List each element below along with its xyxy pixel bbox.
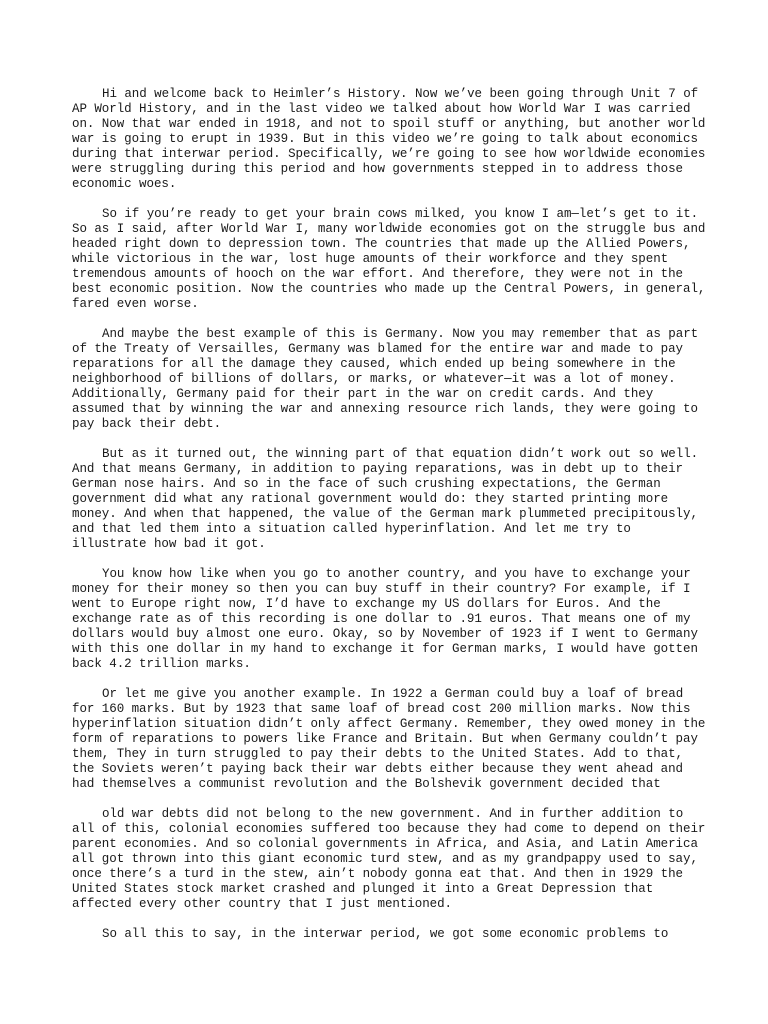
paragraph: So if you’re ready to get your brain cows milked, you know I am—let’s get to it. So as I said, after World War I, many worldwide economies got on the struggle bus and headed right down to depression town. The countries that made up the Allied Powers, while victorious in the war, lost huge amounts of their workforce and they spent tremendous amounts of hooch on the war effort. And therefore, they were not in the best economic position. Now the countries who made up the Central Powers, in general, fared even worse.	[72, 207, 713, 311]
paragraph: So all this to say, in the interwar period, we got some economic problems to	[102, 927, 669, 941]
paragraph: And maybe the best example of this is Germany. Now you may remember that as part of the Treaty of Versailles, Germany was blamed for the entire war and made to pay reparations for all the damage they caused, which ended up being somewhere in the neighborhood of billions of dollars, or marks, or whatever—it was a lot of money. Additionally, Germany paid for their part in the war on credit cards. And they assumed that by winning the war and annexing resource rich lands, they were going to pay back their debt.	[72, 327, 706, 431]
paragraph: Or let me give you another example. In 1922 a German could buy a loaf of bread for 160 marks. But by 1923 that same loaf of bread cost 200 million marks. Now this hyperinflation situation didn’t only affect Germany. Remember, they owed money in the form of reparations to powers like France and Britain. But when Germany couldn’t pay them, They in turn struggled to pay their debts to the United States. Add to that, the Soviets weren’t paying back their war debts either because they went ahead and had themselves a communist revolution and the Bolshevik government decided that	[72, 687, 713, 791]
paragraph: But as it turned out, the winning part of that equation didn’t work out so well. And that means Germany, in addition to paying reparations, was in debt up to their German nose hairs. And so in the face of such crushing expectations, the German government did what any rational government would do: they started printing more money. And when that happened, the value of the German mark plummeted precipitously, and that led them into a situation called hyperinflation. And let me try to illustrate how bad it got.	[72, 447, 706, 551]
paragraph: Hi and welcome back to Heimler’s History. Now we’ve been going through Unit 7 of AP World History, and in the last video we talked about how World War I was carried on. Now that war ended in 1918, and not to spoil stuff or anything, but another world war is going to erupt in 1939. But in this video we’re going to talk about economics during that interwar period. Specifically, we’re going to see how worldwide economies were struggling during this period and how governments stepped in to address those economic woes.	[72, 87, 713, 191]
document-body	[72, 87, 712, 957]
paragraph: old war debts did not belong to the new government. And in further addition to all of this, colonial economies suffered too because they had come to depend on their parent economies. And so colonial governments in Africa, and Asia, and Latin America all got thrown into this giant economic turd stew, and as my grandpappy used to say, once there’s a turd in the stew, ain’t nobody gonna eat that. And then in 1929 the United States stock market crashed and plunged it into a Great Depression that affected every other country that I just mentioned.	[72, 807, 713, 911]
paragraph: You know how like when you go to another country, and you have to exchange your money for their money so then you can buy stuff in their country? For example, if I went to Europe right now, I’d have to exchange my US dollars for Euros. And the exchange rate as of this recording is one dollar to .91 euros. That means one of my dollars would buy almost one euro. Okay, so by November of 1923 if I went to Germany with this one dollar in my hand to exchange it for German marks, I would have gotten back 4.2 trillion marks.	[72, 567, 706, 671]
